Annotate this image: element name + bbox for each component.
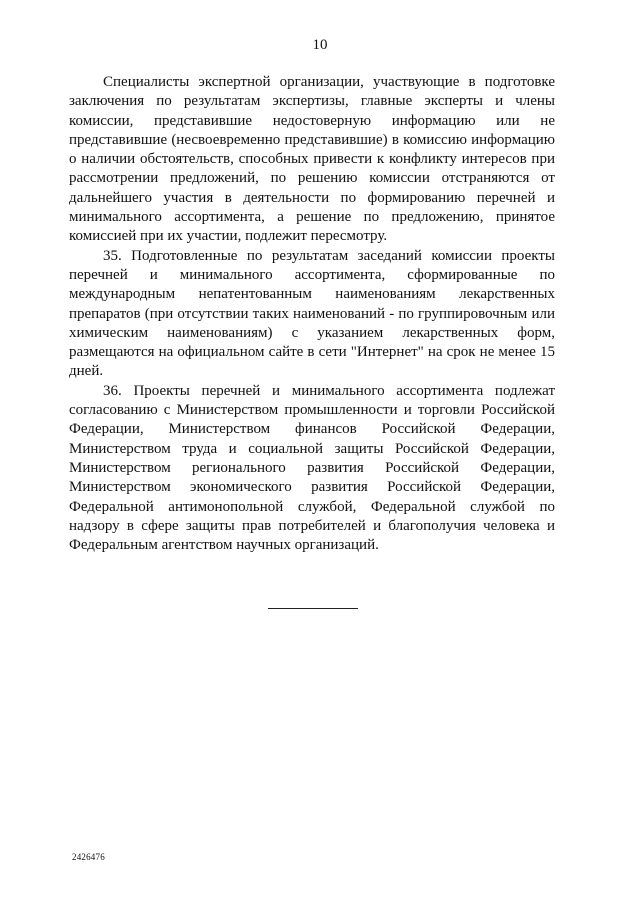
- document-body: [69, 73, 555, 555]
- paragraph-35: 35. Подготовленные по результатам заседаний комиссии проекты перечней и минимального ассортимента, сформированные по международным непатентованным наименованиям лекарственных препаратов (при отсутствии таких наименований - по группировочным или химическим наименованиям) с указанием лекарственных форм, размещаются на официальном сайте в сети "Интернет" на срок не менее 15 дней.: [69, 247, 555, 380]
- page-number: 10: [312, 37, 328, 53]
- paragraph-expert-conflict: Специалисты экспертной организации, участвующие в подготовке заключения по результатам экспертизы, главные эксперты и члены комиссии, представившие недостоверную информацию или не представившие (несвоевременно представившие) в комиссию информацию о наличии обстоятельств, способных привести к конфликту интересов при рассмотрении предложений, по решению комиссии отстраняются от дальнейшего участия в деятельности по формированию перечней и минимального ассортимента, а решение по предложению, принятое комиссией при их участии, подлежит пересмотру.: [69, 74, 555, 245]
- paragraph-36: 36. Проекты перечней и минимального ассортимента подлежат согласованию с Министерством промышленности и торговли Российской Федерации, Министерством финансов Российской Федерации, Министерством труда и социальной защиты Российской Федерации, Министерством регионального развития Российской Федерации, Министерством экономического развития Российской Федерации, Федеральной антимонопольной службой, Федеральной службой по надзору в сфере защиты прав потребителей и благополучия человека и Федеральным агентством научных организаций.: [69, 382, 555, 554]
- document-code: 2426476: [72, 852, 105, 862]
- end-divider: [268, 608, 358, 609]
